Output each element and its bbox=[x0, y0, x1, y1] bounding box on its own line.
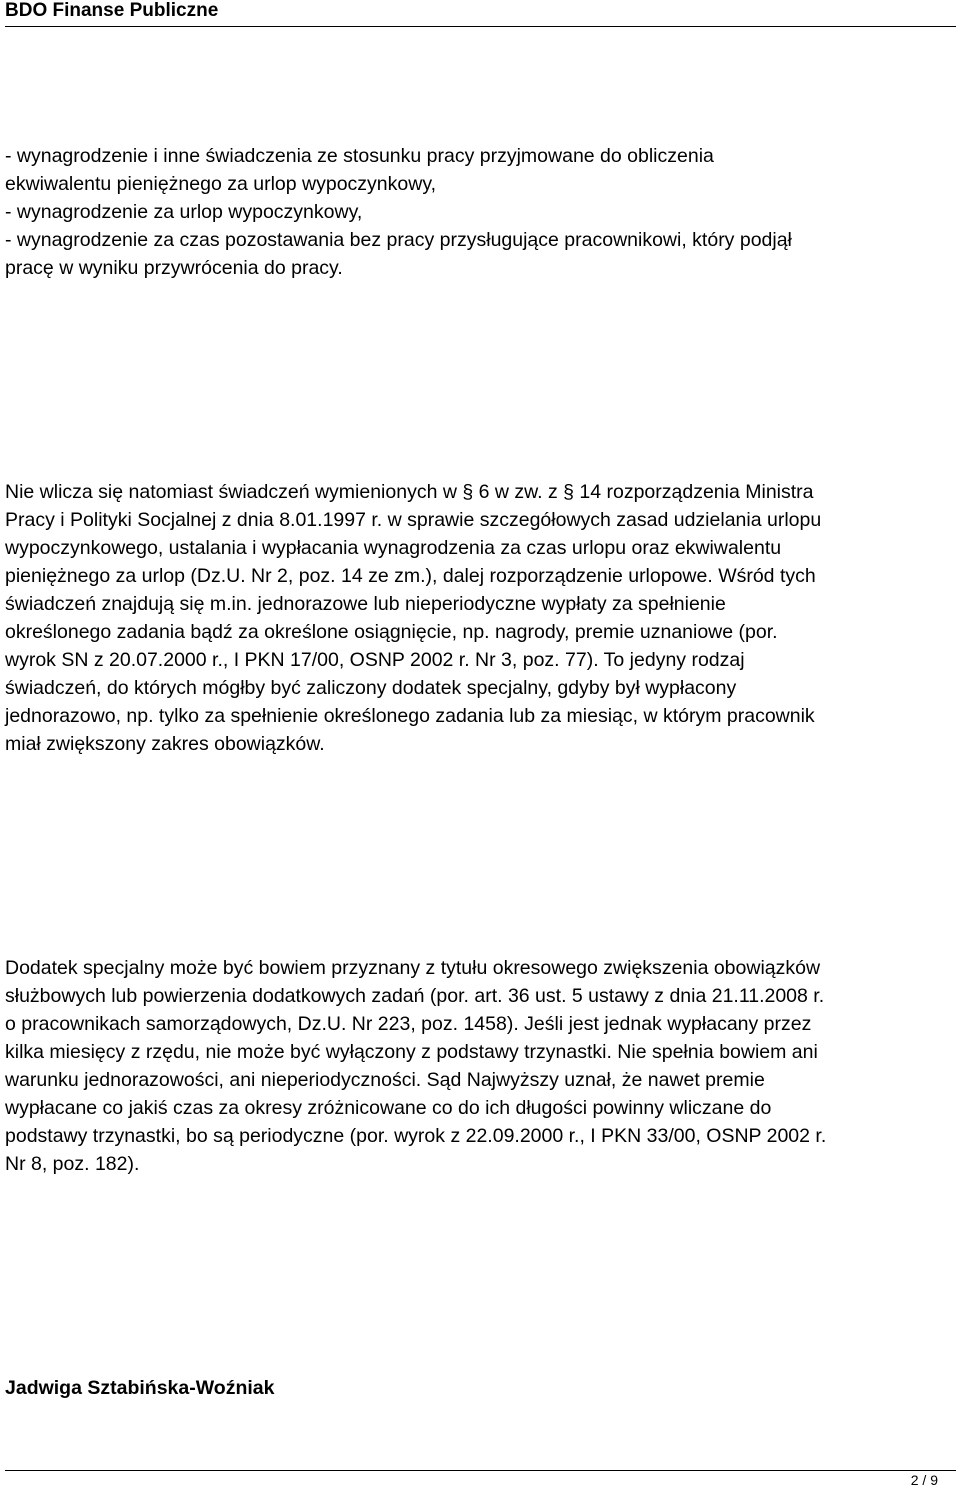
text-line: o pracownikach samorządowych, Dz.U. Nr 223, poz. 1458). Jeśli jest jednak wypłacany przez bbox=[5, 1013, 812, 1035]
text-line: ekwiwalentu pieniężnego za urlop wypoczynkowy, bbox=[5, 173, 437, 195]
paragraph-excluded-benefits bbox=[5, 478, 955, 758]
text-line: - wynagrodzenie za czas pozostawania bez pracy przysługujące pracownikowi, który podjął bbox=[5, 229, 792, 251]
text-line: wypoczynkowego, ustalania i wypłacania wynagrodzenia za czas urlopu oraz ekwiwalentu bbox=[5, 537, 782, 559]
text-line: wypłacane co jakiś czas za okresy zróżnicowane co do ich długości powinny wliczane do bbox=[5, 1097, 772, 1119]
text-line: świadczeń, do których mógłby być zaliczony dodatek specjalny, gdyby był wypłacony bbox=[5, 677, 737, 699]
text-line: - wynagrodzenie i inne świadczenia ze stosunku pracy przyjmowane do obliczenia bbox=[5, 145, 714, 167]
page-footer bbox=[5, 1470, 956, 1488]
paragraph-wage-components bbox=[5, 142, 955, 282]
text-line: Dodatek specjalny może być bowiem przyznany z tytułu okresowego zwiększenia obowiązków bbox=[5, 957, 821, 979]
text-line: pieniężnego za urlop (Dz.U. Nr 2, poz. 14 ze zm.), dalej rozporządzenie urlopowe. Wśród tych bbox=[5, 565, 816, 587]
text-line: Nie wlicza się natomiast świadczeń wymienionych w § 6 w zw. z § 14 rozporządzenia Ministra bbox=[5, 481, 814, 503]
text-line: jednorazowo, np. tylko za spełnienie określonego zadania lub za miesiąc, w którym pracownik bbox=[5, 705, 815, 727]
text-line: świadczeń znajdują się m.in. jednorazowe lub nieperiodyczne wypłaty za spełnienie bbox=[5, 593, 726, 615]
text-line: pracę w wyniku przywrócenia do pracy. bbox=[5, 257, 343, 279]
text-line: określonego zadania bądź za określone osiągnięcie, np. nagrody, premie uznaniowe (por. bbox=[5, 621, 778, 643]
text-line: wyrok SN z 20.07.2000 r., I PKN 17/00, OSNP 2002 r. Nr 3, poz. 77). To jedyny rodzaj bbox=[5, 649, 745, 671]
author-signature bbox=[5, 1374, 955, 1402]
page-header bbox=[5, 0, 956, 27]
text-line: kilka miesięcy z rzędu, nie może być wyłączony z podstawy trzynastki. Nie spełnia bowiem ani bbox=[5, 1041, 818, 1063]
text-line: Nr 8, poz. 182). bbox=[5, 1153, 140, 1175]
author-name: Jadwiga Sztabińska-Woźniak bbox=[5, 1377, 275, 1399]
text-line: podstawy trzynastki, bo są periodyczne (por. wyrok z 22.09.2000 r., I PKN 33/00, OSNP 2002 r. bbox=[5, 1125, 827, 1147]
text-line: - wynagrodzenie za urlop wypoczynkowy, bbox=[5, 201, 363, 223]
text-line: warunku jednorazowości, ani nieperiodyczności. Sąd Najwyższy uznał, że nawet premie bbox=[5, 1069, 765, 1091]
header-title: BDO Finanse Publiczne bbox=[5, 0, 219, 21]
text-line: miał zwiększony zakres obowiązków. bbox=[5, 733, 325, 755]
text-line: służbowych lub powierzenia dodatkowych zadań (por. art. 36 ust. 5 ustawy z dnia 21.11.2008 r. bbox=[5, 985, 825, 1007]
text-line: Pracy i Polityki Socjalnej z dnia 8.01.1997 r. w sprawie szczegółowych zasad udzielania urlopu bbox=[5, 509, 822, 531]
paragraph-special-allowance bbox=[5, 954, 955, 1178]
page-number: 2 / 9 bbox=[910, 1472, 938, 1488]
